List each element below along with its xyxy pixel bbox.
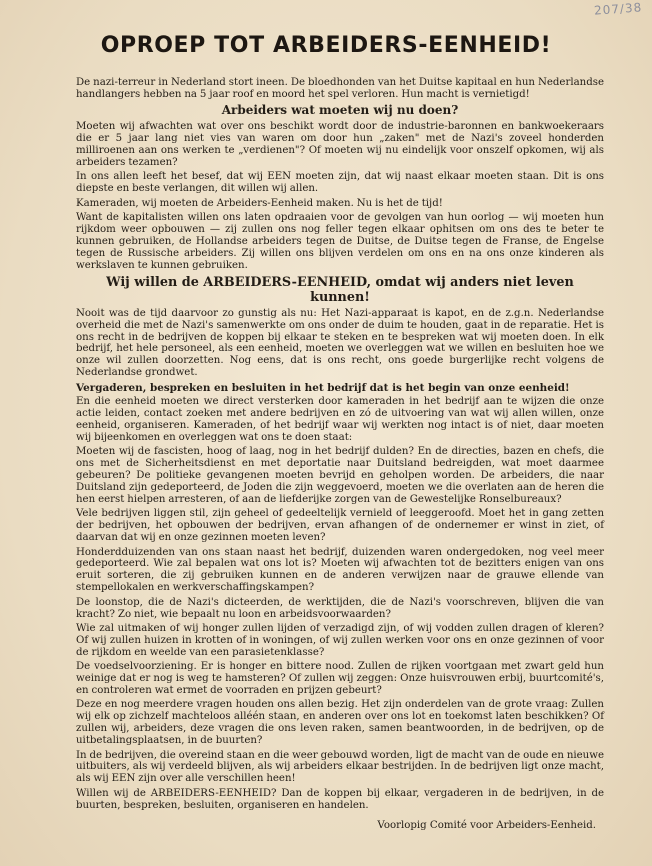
paragraph: Moeten wij de fascisten, hoog of laag, nog in het bedrijf dulden? En de directies, bazen en chefs, die ons met de Sicherheitsdienst en met deportatie naar Duitsland bedreigden, wat moet daarmee gebeuren? De politieke gevangenen moeten bevrijd en geholpen worden. De arbeiders, die naar Duitsland zijn gedeporteerd, de Joden die zijn weggevoerd, moeten we die overlaten aan de heren die hen eerst hielpen arresteren, of aan de liefderijke zorgen van de Gewestelijke Ronselbureaux? (76, 446, 604, 505)
paragraph: Wie zal uitmaken of wij honger zullen lijden of verzadigd zijn, of wij vodden zullen dragen of kleren? Of wij zullen huizen in krotten of in woningen, of wij zullen werken voor ons en onze gezinnen of voor de rijkdom en weelde van een parasietenklasse? (76, 622, 604, 658)
paragraph: In ons allen leeft het besef, dat wij EEN moeten zijn, dat wij naast elkaar moeten staan. Dit is ons diepste en beste verlangen, dit willen wij allen. (76, 171, 604, 195)
paragraph: De voedselvoorziening. Er is honger en bittere nood. Zullen de rijken voortgaan met zwart geld hun weinige dat er nog is weg te hamsteren? Of zullen wij zeggen: Onze huisvrouwen erbij, buurtcomité's, en controleren wat ermet de voorraden en prijzen gebeurt? (76, 661, 604, 696)
paragraph: En die eenheid moeten we direct versterken door kameraden in het bedrijf aan te wijzen die onze actie leiden, contact zoeken met andere bedrijven en zó de uitvoering van wat wij allen willen, onze eenheid, organiseren. Kameraden, of het bedrijf waar wij werkten nog intact is of niet, daar moeten wij bijeenkomen en overleggen wat ons te doen staat: (76, 396, 604, 443)
paragraph: Kameraden, wij moeten de Arbeiders-Eenheid maken. Nu is het de tijd! (76, 197, 443, 209)
paragraph: In de bedrijven, die overeind staan en die weer gebouwd worden, ligt de macht van de oude en nieuwe uitbuiters, als wij verdeeld blijven, als wij arbeiders elkaar bestrijden. In de bedrijven ligt onze macht, als wij EEN zijn over alle verschillen heen! (76, 749, 604, 785)
paragraph: Moeten wij afwachten wat over ons beschikt wordt door de industrie-baronnen en bankwoekeraars die er 5 jaar lang niet vies van waren om door hun „zaken" met de Nazi's zoveel honderden milliroenen aan ons werken te „verdienen"? Of moeten wij nu eindelijk voor onszelf opkomen, wij als arbeiders tezamen? (76, 121, 604, 169)
paragraph: Honderdduizenden van ons staan naast het bedrijf, duizenden waren ondergedoken, nog veel meer gedeporteerd. Wie zal bepalen wat ons lot is? Moeten wij afwachten tot de bezitters enigen van ons eruit sorteren, die zij gebruiken kunnen en de anderen verwijzen naar de grauwe ellende van stempellokalen en werkverschaffingskampen? (76, 546, 604, 594)
document-title: OPROEP TOT ARBEIDERS-EENHEID! (100, 33, 552, 58)
slogan-heading: Wij willen de ARBEIDERS-EENHEID, omdat wij anders niet leven kunnen! (106, 274, 574, 305)
section-heading: Vergaderen, bespreken en besluiten in het bedrijf dat is het begin van onze eenheid! (76, 382, 570, 395)
paragraph: De loonstop, die de Nazi's dicteerden, de werktijden, die de Nazi's voorschreven, blijven die van kracht? Zo niet, wie bepaalt nu loon en arbeidsvoorwaarden? (76, 596, 604, 620)
paragraph: Vele bedrijven liggen stil, zijn geheel of gedeeltelijk vernield of leeggeroofd. Moet het in gang zetten der bedrijven, het opbouwen der bedrijven, ervan afhangen of de ondernemer er winst in ziet, of daarvan dat wij en onze gezinnen moeten leven? (76, 508, 604, 544)
signature: Voorlopig Comité voor Arbeiders-Eenheid. (377, 819, 596, 831)
paragraph: Nooit was de tijd daarvoor zo gunstig als nu: Het Nazi-apparaat is kapot, en de z.g.n. Nederlandse overheid die met de Nazi's samenwerkte om ons onder de duim te houden, gaat in de reparatie. Het is ons recht in de bedrijven de koppen bij elkaar te steken en te bespreken wat wij moeten doen. In elk bedrijf, het hele personeel, als een eenheid, moeten we overleggen wat we willen en besluiten hoe we onze wil zullen doorzetten. Nog eens, dat is ons recht, ons goede burgerlijke recht volgens de Nederlandse grondwet. (76, 307, 604, 379)
handwritten-archive-number: 207/38 (593, 0, 643, 18)
paragraph: Want de kapitalisten willen ons laten opdraaien voor de gevolgen van hun oorlog — wij moeten hun rijkdom weer opbouwen — zij zullen ons nog feller tegen elkaar ophitsen om ons des te beter te kunnen gebruiken, de Hollandse arbeiders tegen de Duitse, de Duitse tegen de Franse, de Engelse tegen de Russische arbeiders. Zij willen ons blijven verdelen om ons en na ons onze kinderen als werkslaven te kunnen gebruiken. (76, 212, 604, 271)
paragraph: Deze en nog meerdere vragen houden ons allen bezig. Het zijn onderdelen van de grote vraag: Zullen wij elk op zichzelf machteloos alléén staan, en anderen over ons lot en toekomst laten beschikken? Of zullen wij, arbeiders, deze vragen die ons leven raken, samen beantwoorden, in de bedrijven, op de uitbetalingsplaatsen, in de buurten? (76, 699, 604, 747)
intro-paragraph: De nazi-terreur in Nederland stort ineen. De bloedhonden van het Duitse kapitaal en hun Nederlandse handlangers hebben na 5 jaar roof en moord het spel verloren. Hun macht is vernietigd! (76, 77, 604, 100)
closing-paragraph: Willen wij de ARBEIDERS-EENHEID? Dan de koppen bij elkaar, vergaderen in de bedrijven, in de buurten, bespreken, besluiten, organiseren en handelen. (76, 787, 604, 811)
document-body (76, 77, 604, 832)
subheading: Arbeiders wat moeten wij nu doen? (221, 103, 459, 118)
